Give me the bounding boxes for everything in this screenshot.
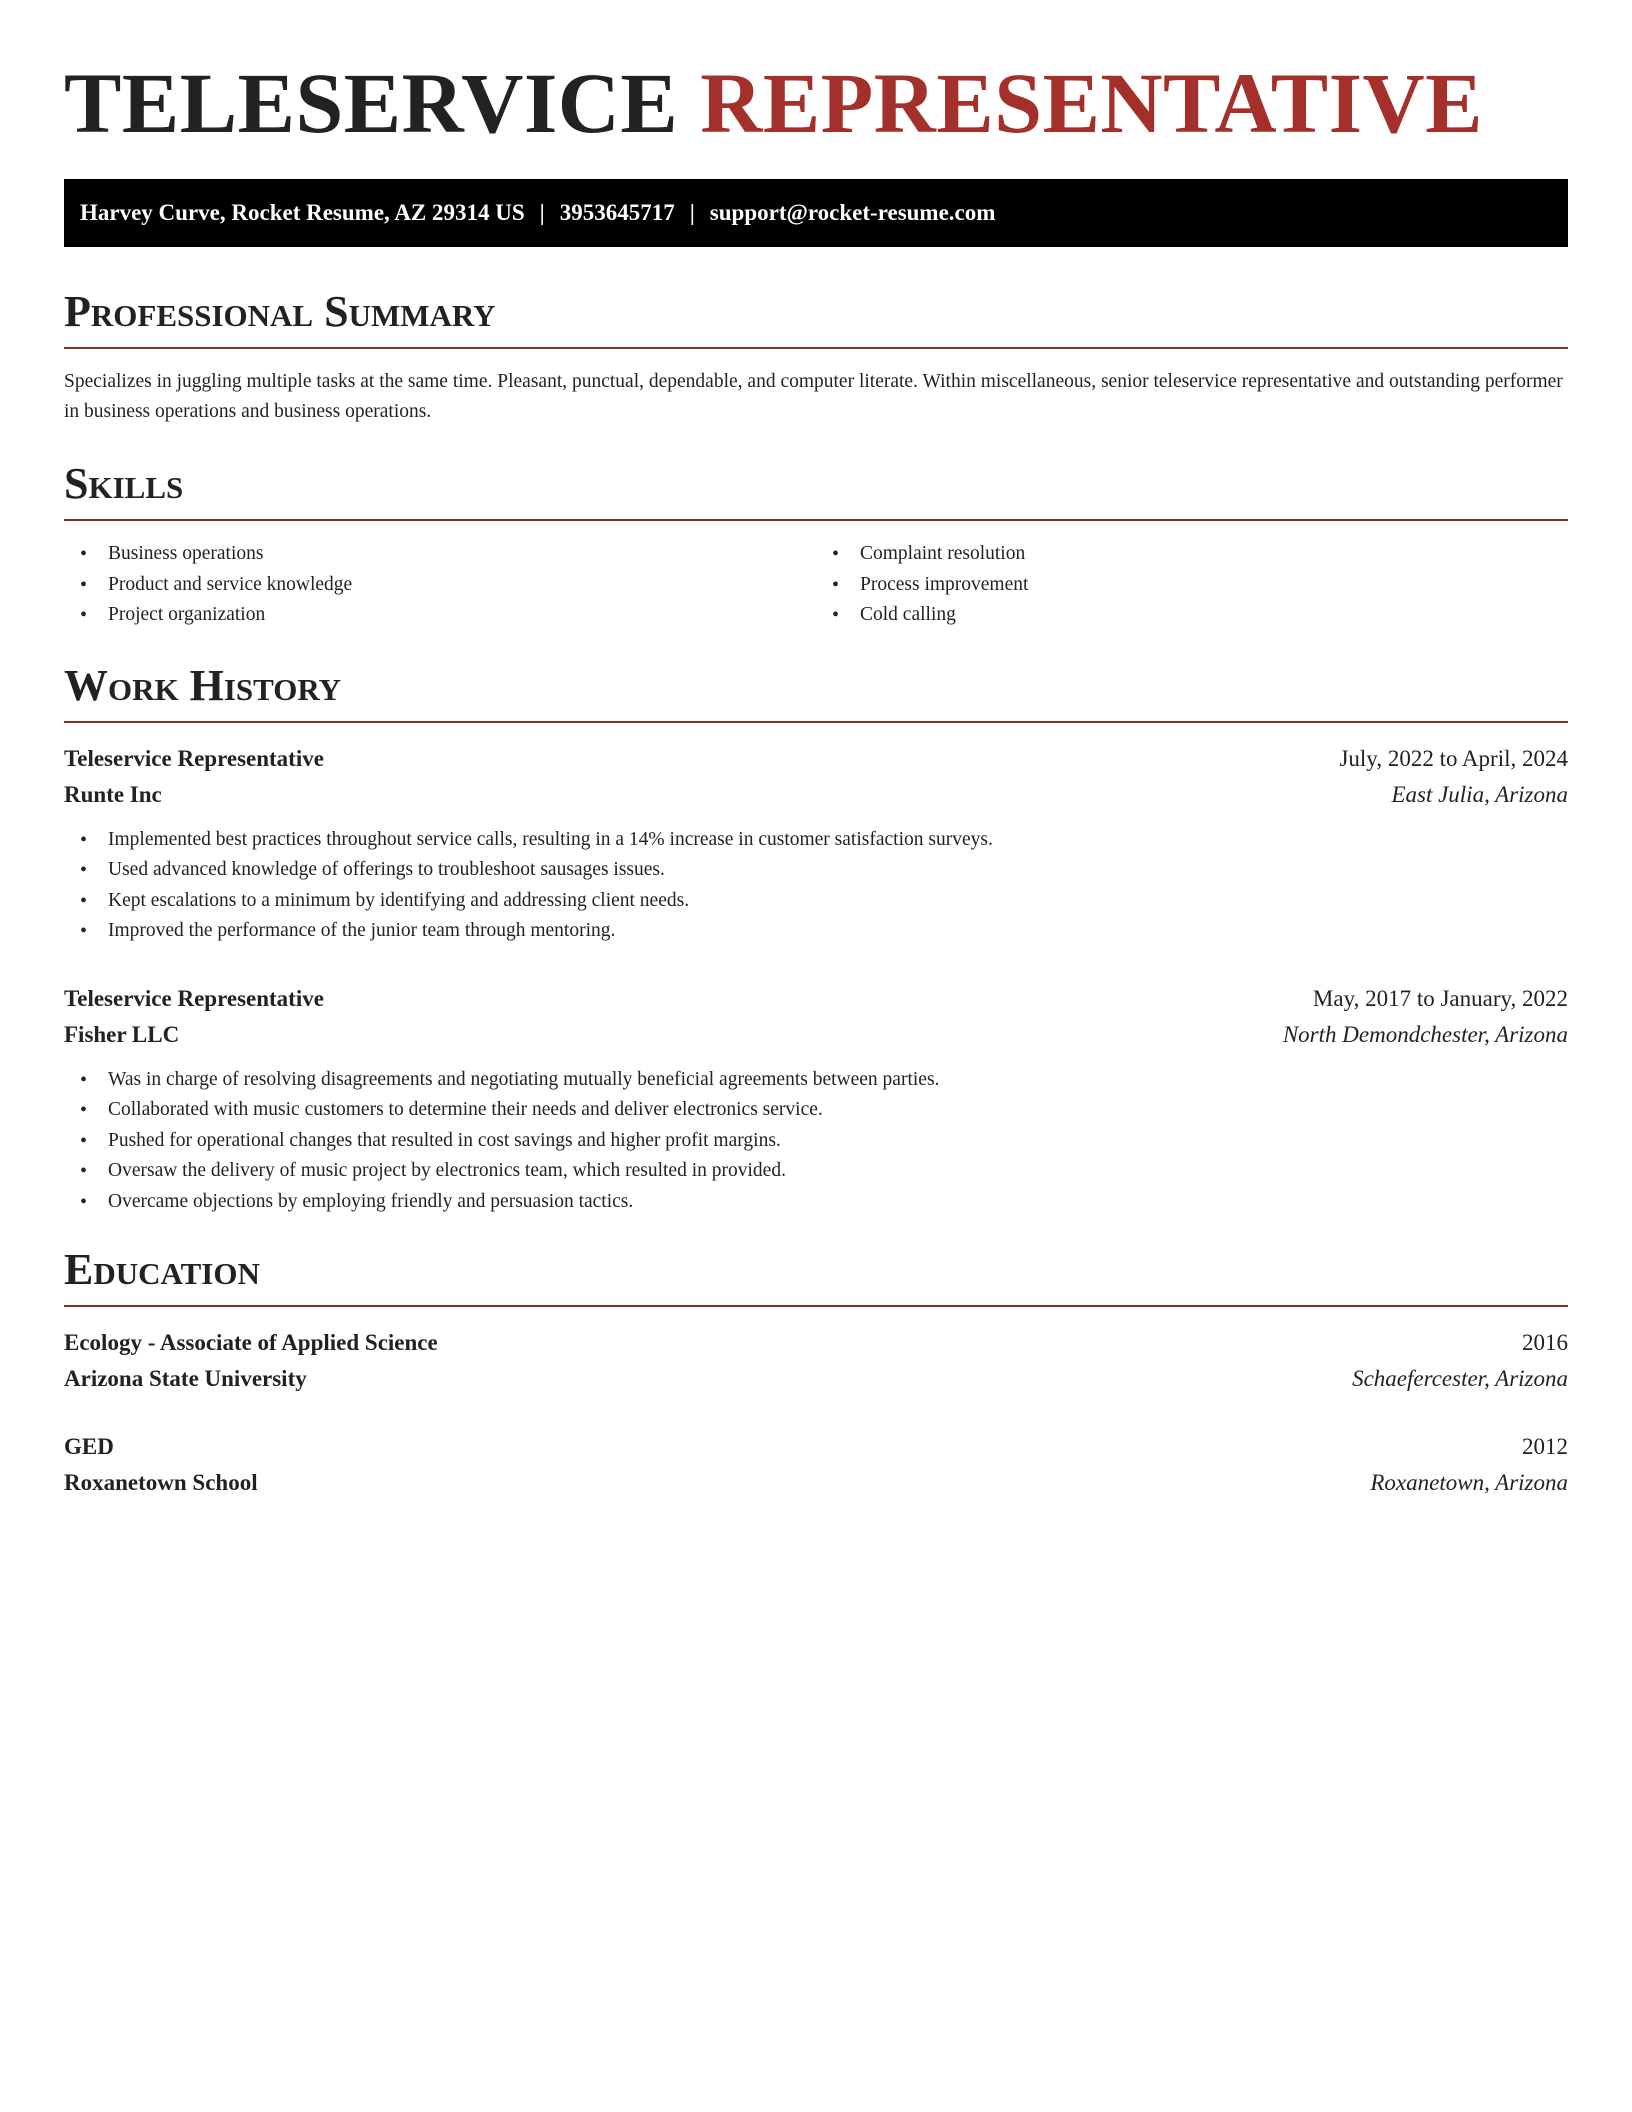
skill-item: • Business operations	[64, 539, 816, 570]
work-entry-subheader	[64, 1017, 1568, 1053]
section-heading-skills: Skills	[64, 459, 1568, 521]
work-entry-subheader	[64, 777, 1568, 813]
contact-phone: 3953645717	[559, 200, 675, 225]
contact-bar	[64, 179, 1568, 247]
school-location: Roxanetown, Arizona	[1370, 1470, 1568, 1495]
degree-name: Ecology - Associate of Applied Science	[64, 1330, 438, 1355]
job-location: East Julia, Arizona	[1391, 781, 1568, 807]
skill-item: • Project organization	[64, 600, 816, 631]
skills-column-right	[816, 539, 1568, 631]
education-entry-subheader	[64, 1465, 1568, 1501]
skill-item: • Cold calling	[816, 600, 1568, 631]
education-entry	[64, 1325, 1568, 1397]
job-bullet: • Pushed for operational changes that resulted in cost savings and higher profit margins.	[64, 1126, 1568, 1157]
education-entry-header	[64, 1429, 1568, 1465]
job-bullet: • Overcame objections by employing friendly and persuasion tactics.	[64, 1187, 1568, 1218]
job-bullet: • Was in charge of resolving disagreements and negotiating mutually beneficial agreements between parties.	[64, 1065, 1568, 1096]
work-entry-header	[64, 741, 1568, 777]
job-bullet: • Collaborated with music customers to determine their needs and deliver electronics service.	[64, 1095, 1568, 1126]
education-entry-header	[64, 1325, 1568, 1361]
skill-item: • Process improvement	[816, 570, 1568, 601]
degree-name: GED	[64, 1434, 114, 1459]
job-bullet: • Implemented best practices throughout service calls, resulting in a 14% increase in customer satisfaction surveys.	[64, 825, 1568, 856]
job-location: North Demondchester, Arizona	[1282, 1021, 1568, 1047]
job-bullets	[64, 825, 1568, 947]
section-heading-summary: Professional Summary	[64, 287, 1568, 349]
school-name: Roxanetown School	[64, 1470, 258, 1495]
job-title: Teleservice Representative	[64, 985, 324, 1011]
contact-address: Harvey Curve, Rocket Resume, AZ 29314 US	[80, 200, 525, 225]
work-entry-header	[64, 981, 1568, 1017]
section-heading-education: Education	[64, 1245, 1568, 1307]
school-location: Schaefercester, Arizona	[1352, 1366, 1568, 1391]
education-year: 2016	[1522, 1330, 1568, 1355]
job-bullet: • Used advanced knowledge of offerings to troubleshoot sausages issues.	[64, 855, 1568, 886]
education-entry	[64, 1429, 1568, 1501]
work-entry	[64, 981, 1568, 1218]
education-entry-subheader	[64, 1361, 1568, 1397]
contact-separator: |	[539, 200, 545, 225]
skills-list	[64, 539, 1568, 631]
summary-text: Specializes in juggling multiple tasks at the same time. Pleasant, punctual, dependable, and computer literate. Within miscellaneous, senior teleservice representative and outstanding performer in business operations and business operations.	[64, 371, 1563, 422]
resume-title	[64, 55, 1568, 151]
section-heading-work-history: Work History	[64, 661, 1568, 723]
job-bullet: • Improved the performance of the junior team through mentoring.	[64, 916, 1568, 947]
skill-item: • Complaint resolution	[816, 539, 1568, 570]
contact-separator: |	[689, 200, 695, 225]
skills-column-left	[64, 539, 816, 631]
job-bullet: • Kept escalations to a minimum by identifying and addressing client needs.	[64, 886, 1568, 917]
company-name: Runte Inc	[64, 781, 162, 807]
work-entry	[64, 741, 1568, 947]
job-title: Teleservice Representative	[64, 745, 324, 771]
skill-item: • Product and service knowledge	[64, 570, 816, 601]
title-part-2: REPRESENTATIVE	[700, 55, 1484, 151]
job-dates: July, 2022 to April, 2024	[1339, 745, 1568, 771]
job-bullet: • Oversaw the delivery of music project by electronics team, which resulted in provided.	[64, 1156, 1568, 1187]
contact-email: support@rocket-resume.com	[709, 200, 996, 225]
job-dates: May, 2017 to January, 2022	[1312, 985, 1568, 1011]
school-name: Arizona State University	[64, 1366, 307, 1391]
job-bullets	[64, 1065, 1568, 1218]
education-year: 2012	[1522, 1434, 1568, 1459]
company-name: Fisher LLC	[64, 1021, 180, 1047]
title-part-1: TELESERVICE	[64, 55, 679, 151]
